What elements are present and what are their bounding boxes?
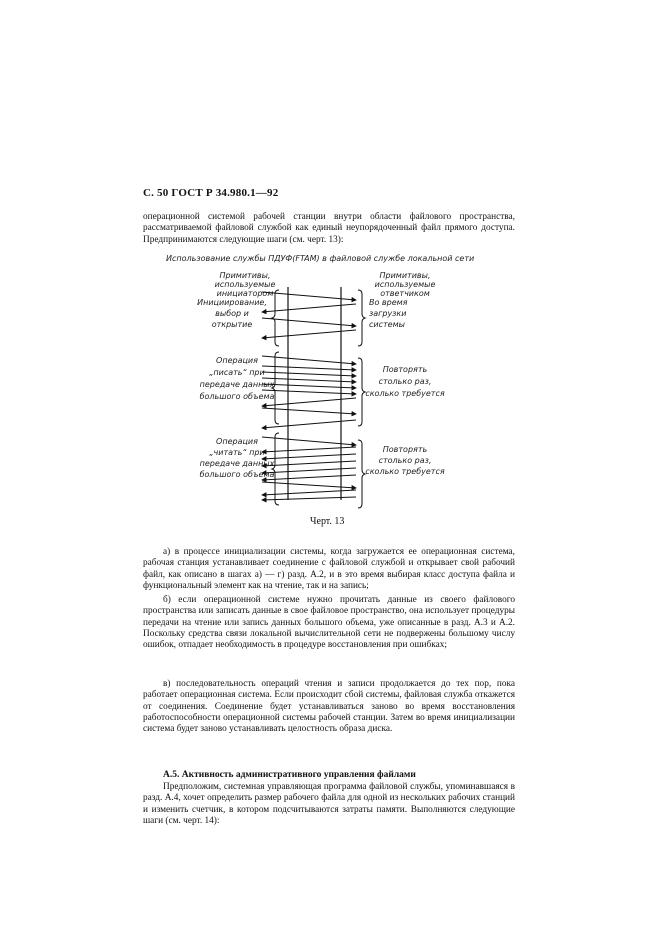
section-heading: А.5. Активность административного управления файлами xyxy=(163,770,416,780)
message-arrow-10 xyxy=(262,398,356,406)
figure-caption: Черт. 13 xyxy=(310,516,345,527)
group3-left-label: Операция „читать“ при передаче данных большого объема xyxy=(199,437,275,479)
group1-left-brace xyxy=(272,290,279,346)
item-c: в) последовательность операций чтения и записи продолжается до тех пор, пока работает операционная система. Если происходит сбой системы, файловая служба откажется от соединения. Соединение будет устанавливаться заново во время восстановления работоспособности операционной системы рабочей станции. Затем во время инициализации система будет заново устанавливать целостность образа диска. xyxy=(143,679,515,735)
message-arrow-12 xyxy=(262,420,356,428)
message-arrow-4 xyxy=(262,356,356,364)
figure-title: Использование службы ПДУФ(FTAM) в файловой службе локальной сети xyxy=(166,254,475,263)
message-arrow-6 xyxy=(262,372,356,376)
message-arrow-16 xyxy=(262,461,356,466)
item-a: а) в процессе инициализации системы, когда загружается ее операционная система, рабочая станция устанавливает соединение с файловой службой и открывает свой рабочий файл, как описано в шагах а) — г) разд. А.2, и в это время выбирая класс доступа файла и функциональный элемент как на чтение, так и на запись; xyxy=(143,547,515,591)
group1-right-brace xyxy=(358,290,365,346)
message-arrow-1 xyxy=(262,304,356,312)
left-header: Примитивы, используемые инициатором xyxy=(214,271,276,298)
intro-paragraph: операционной системой рабочей станции внутри области файлового пространства, рассматриваемой файловой службой как единый неупорядоченный файл прямого доступа. Предпринимаются следующие шаги (см. черт. 13): xyxy=(143,212,515,245)
message-arrow-17 xyxy=(262,468,356,473)
item-b: б) если операционной системе нужно прочитать данные из своего файлового пространства или записать данные в свое файловое пространство, она использует процедуры передачи на чтение или запись данных большого объема, уже описанные в разд. А.3 и А.2. Поскольку средства связи локальной вычислительной сети не подвержены большому числу ошибок, отпадает необходимость в процедуре восстановления при ошибках; xyxy=(143,595,515,651)
message-arrow-0 xyxy=(262,292,356,300)
message-arrow-8 xyxy=(262,384,356,388)
message-arrow-7 xyxy=(262,378,356,382)
message-arrow-3 xyxy=(262,330,356,338)
group1-left-label: Инициирование, выбор и открытие xyxy=(197,298,267,329)
message-arrow-21 xyxy=(262,497,356,500)
page-header: С. 50 ГОСТ Р 34.980.1—92 xyxy=(143,187,279,199)
message-arrow-13 xyxy=(262,437,356,445)
group2-left-label: Операция „писать“ при передаче данных большого объема xyxy=(199,356,275,401)
message-arrow-9 xyxy=(262,390,356,394)
message-arrow-11 xyxy=(262,408,356,414)
message-arrow-2 xyxy=(262,318,356,326)
group1-right-label: Во время загрузки системы xyxy=(369,298,408,329)
group2-right-label: Повторять столько раз, сколько требуется xyxy=(365,365,445,398)
right-header: Примитивы, используемые ответчиком xyxy=(374,271,436,298)
group3-right-brace xyxy=(358,440,365,508)
message-arrow-19 xyxy=(262,482,356,488)
group2-right-brace xyxy=(358,358,365,426)
message-arrow-14 xyxy=(262,447,356,452)
message-arrow-18 xyxy=(262,475,356,480)
message-arrow-5 xyxy=(262,366,356,370)
message-arrow-20 xyxy=(262,490,356,495)
group2-left-brace xyxy=(272,352,279,424)
group3-right-label: Повторять столько раз, сколько требуется xyxy=(365,445,445,476)
message-arrow-15 xyxy=(262,454,356,459)
section-paragraph: Предположим, системная управляющая программа файловой службы, упоминавшаяся в разд. А.4, хочет определить размер рабочего файла для одной из нескольких рабочих станций и изменить счетчик, в котором подсчитываются затраты памяти. Выполняются следующие шаги (см. черт. 14): xyxy=(143,782,515,826)
